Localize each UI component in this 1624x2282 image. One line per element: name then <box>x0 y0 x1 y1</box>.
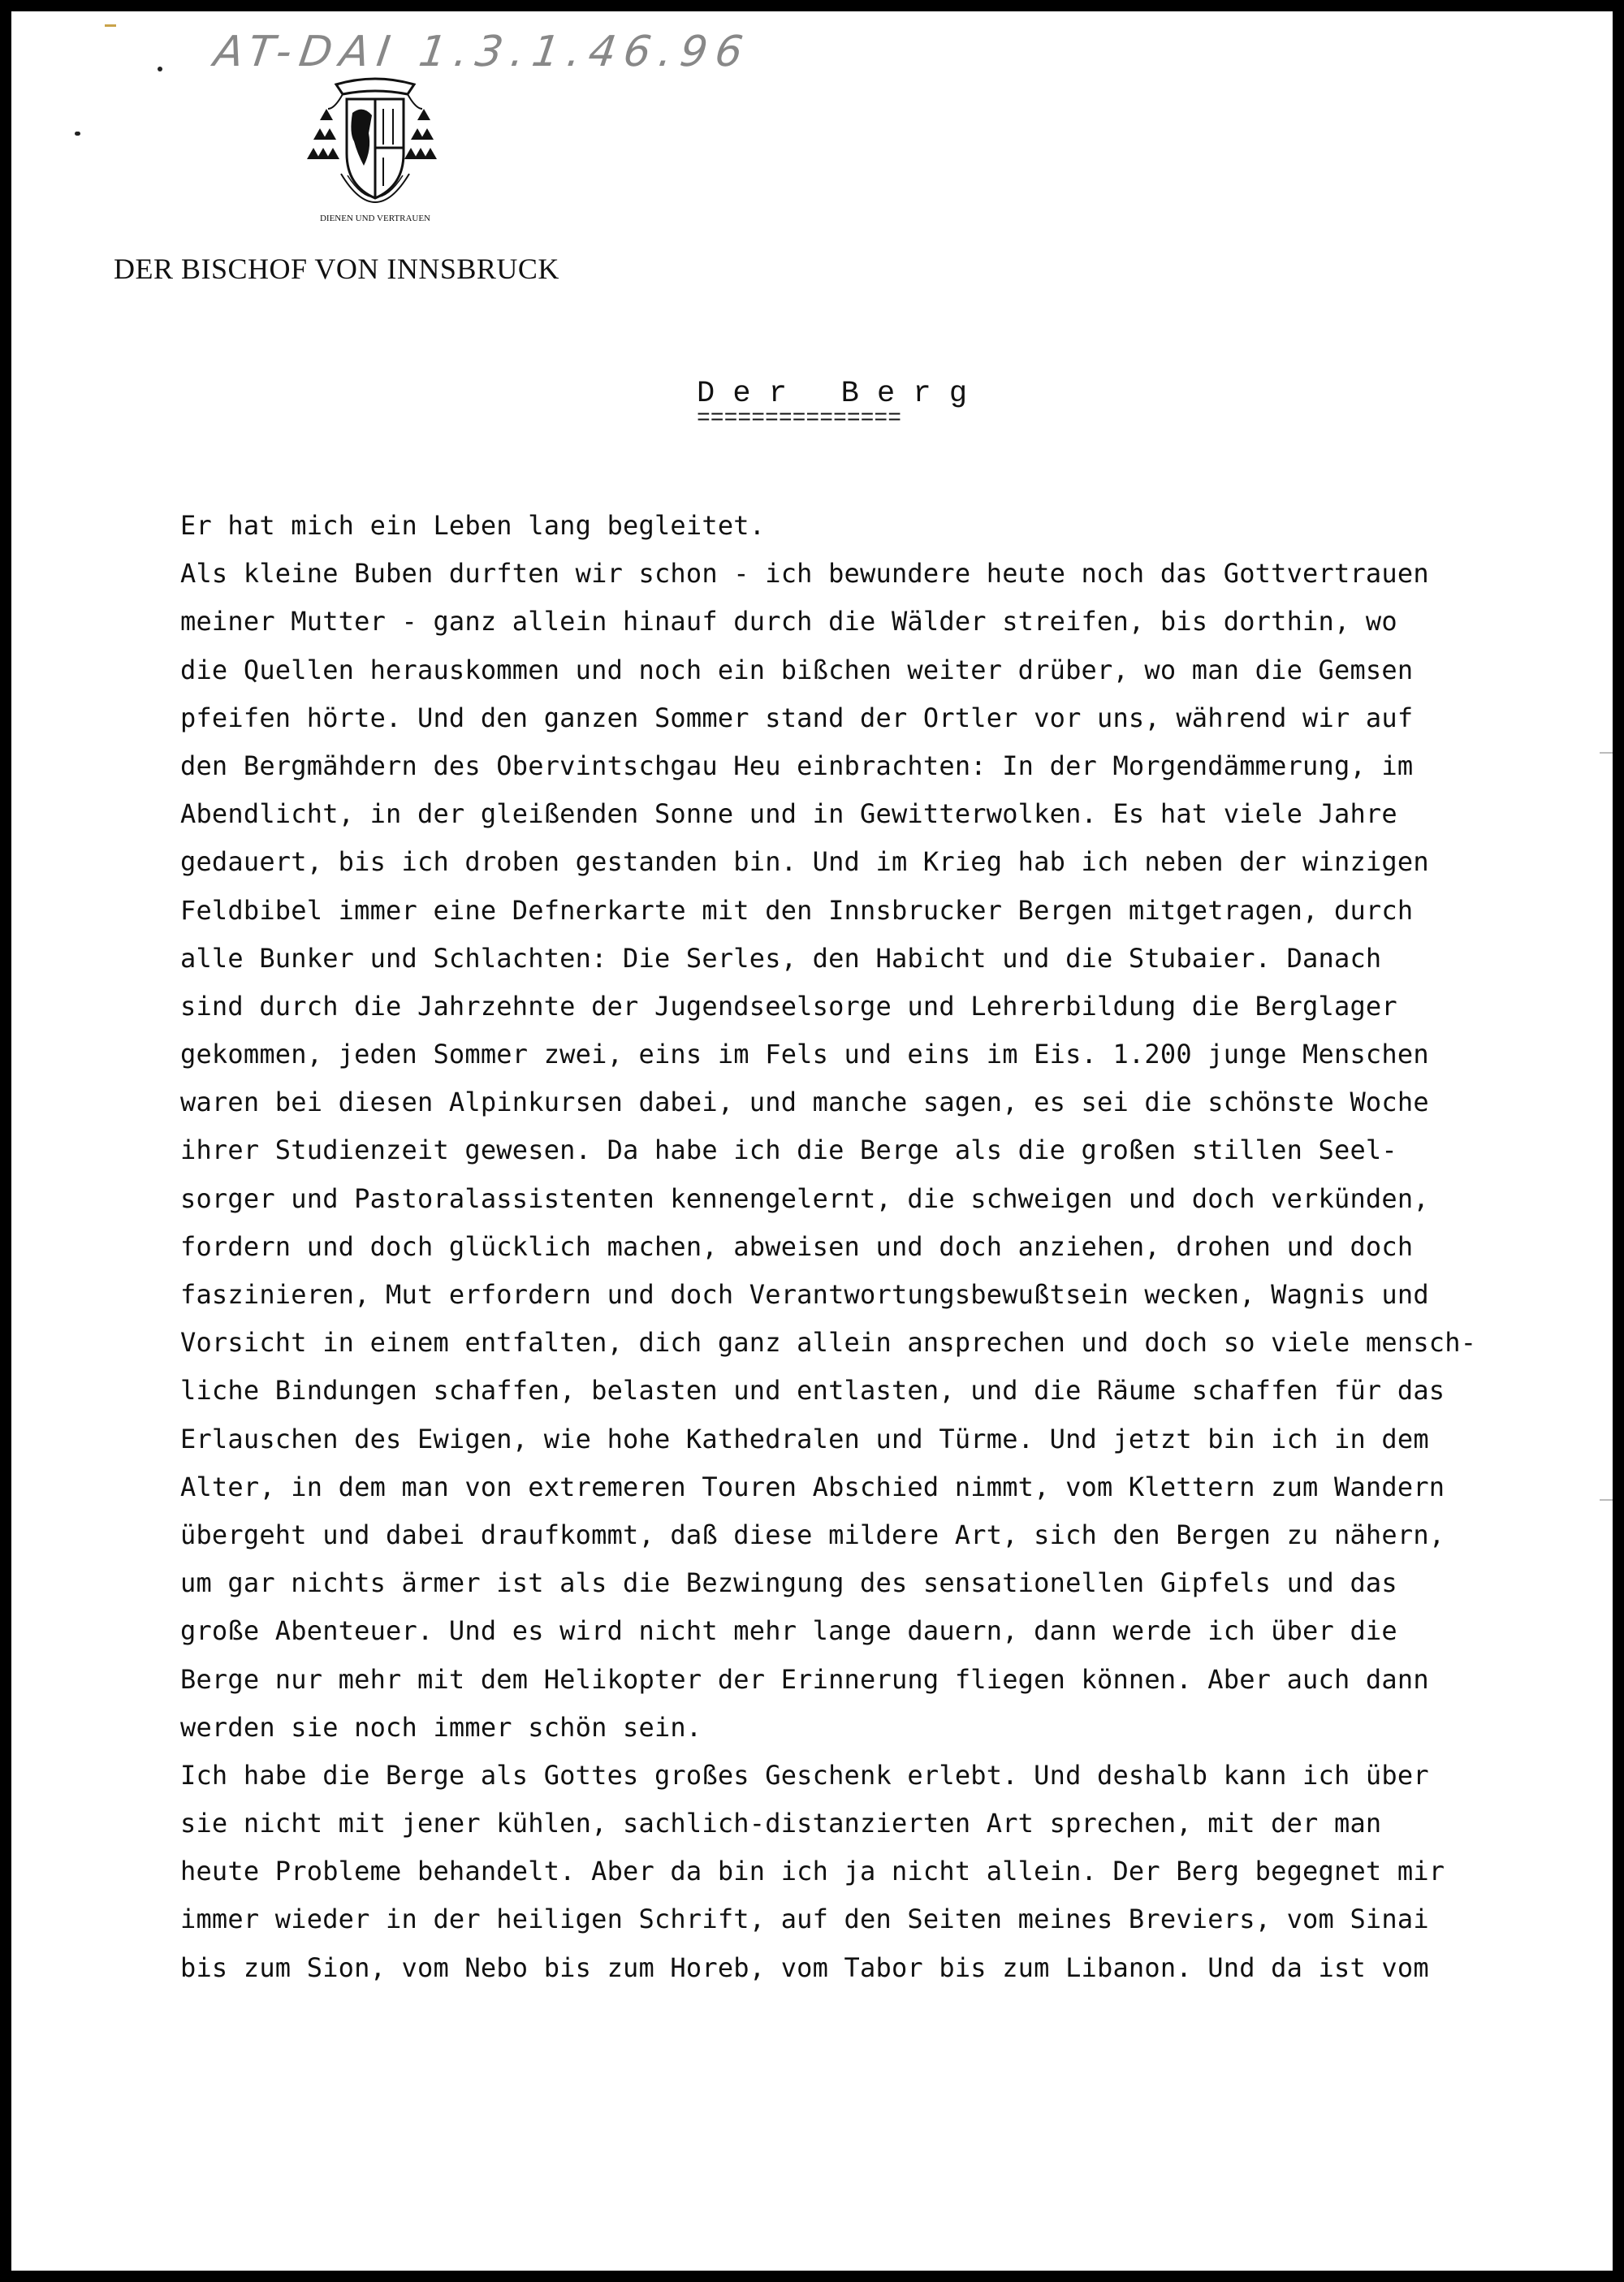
text-line: Erlauschen des Ewigen, wie hohe Kathedralen und Türme. Und jetzt bin ich in dem <box>180 1423 1429 1454</box>
text-line: bis zum Sion, vom Nebo bis zum Horeb, vom Tabor bis zum Libanon. Und da ist vom <box>180 1951 1429 1983</box>
text-line: um gar nichts ärmer ist als die Bezwingung des sensationellen Gipfels und das <box>180 1567 1397 1599</box>
text-line: immer wieder in der heiligen Schrift, auf den Seiten meines Breviers, vom Sinai <box>180 1904 1429 1935</box>
text-line: sie nicht mit jener kühlen, sachlich-distanzierten Art sprechen, mit der man <box>180 1808 1382 1839</box>
scan-mark <box>1600 752 1613 754</box>
scan-speck <box>158 67 162 71</box>
text-line: liche Bindungen schaffen, belasten und entlasten, und die Räume schaffen für das <box>180 1375 1445 1407</box>
text-line: meiner Mutter - ganz allein hinauf durch die Wälder streifen, bis dorthin, wo <box>180 606 1397 637</box>
text-line: übergeht und dabei draufkommt, daß diese mildere Art, sich den Bergen zu nähern, <box>180 1519 1445 1550</box>
text-line: alle Bunker und Schlachten: Die Serles, den Habicht und die Stubaier. Danach <box>180 942 1382 974</box>
text-line: Feldbibel immer eine Defnerkarte mit den Innsbrucker Bergen mitgetragen, durch <box>180 894 1414 926</box>
letterhead: DER BISCHOF VON INNSBRUCK <box>114 253 559 285</box>
scan-speck <box>75 132 80 136</box>
document-title: D e r B e r g <box>697 377 968 411</box>
text-line: ihrer Studienzeit gewesen. Da habe ich die Berge als die großen stillen Seel- <box>180 1135 1397 1166</box>
text-line: Berge nur mehr mit dem Helikopter der Erinnerung fliegen können. Aber auch dann <box>180 1663 1429 1695</box>
text-line: sind durch die Jahrzehnte der Jugendseelsorge und Lehrerbildung die Berglager <box>180 990 1397 1022</box>
text-line: Er hat mich ein Leben lang begleitet. <box>180 510 766 541</box>
text-line: waren bei diesen Alpinkursen dabei, und manche sagen, es sei die schönste Woche <box>180 1087 1429 1118</box>
text-line: große Abenteuer. Und es wird nicht mehr lange dauern, dann werde ich über die <box>180 1615 1397 1647</box>
text-line: faszinieren, Mut erfordern und doch Verantwortungsbewußtsein wecken, Wagnis und <box>180 1279 1429 1310</box>
text-line: Abendlicht, in der gleißenden Sonne und in Gewitterwolken. Es hat viele Jahre <box>180 798 1397 830</box>
coat-of-arms-icon <box>294 76 456 231</box>
text-line: werden sie noch immer schön sein. <box>180 1711 702 1743</box>
scan-speck <box>105 24 116 27</box>
document-body <box>180 502 1561 1992</box>
text-line: die Quellen herauskommen und noch ein bißchen weiter drüber, wo man die Gemsen <box>180 654 1414 685</box>
text-line: heute Probleme behandelt. Aber da bin ich ja nicht allein. Der Berg begegnet mir <box>180 1856 1445 1887</box>
text-line: Ich habe die Berge als Gottes großes Geschenk erlebt. Und deshalb kann ich über <box>180 1759 1429 1791</box>
text-line: gekommen, jeden Sommer zwei, eins im Fels und eins im Eis. 1.200 junge Menschen <box>180 1039 1429 1070</box>
text-line: Vorsicht in einem entfalten, dich ganz allein ansprechen und doch so viele mensch- <box>180 1327 1477 1359</box>
text-line: Alter, in dem man von extremeren Touren Abschied nimmt, vom Klettern zum Wandern <box>180 1471 1445 1502</box>
text-line: Als kleine Buben durften wir schon - ich bewundere heute noch das Gottvertrauen <box>180 558 1429 590</box>
text-line: sorger und Pastoralassistenten kennengelernt, die schweigen und doch verkünden, <box>180 1182 1429 1214</box>
text-line: pfeifen hörte. Und den ganzen Sommer stand der Ortler vor uns, während wir auf <box>180 702 1414 733</box>
archive-code-handwritten: AT-DAI 1.3.1.46.96 <box>210 28 754 76</box>
scan-mark <box>1600 1499 1613 1501</box>
text-line: den Bergmähdern des Obervintschgau Heu einbrachten: In der Morgendämmerung, im <box>180 750 1414 781</box>
text-line: gedauert, bis ich droben gestanden bin. Und im Krieg hab ich neben der winzigen <box>180 846 1429 878</box>
crest-motto: DIENEN UND VERTRAUEN <box>319 214 431 223</box>
title-underline: =============== <box>697 406 902 431</box>
text-line: fordern und doch glücklich machen, abweisen und doch anziehen, drohen und doch <box>180 1230 1414 1262</box>
document-page <box>11 11 1613 2271</box>
